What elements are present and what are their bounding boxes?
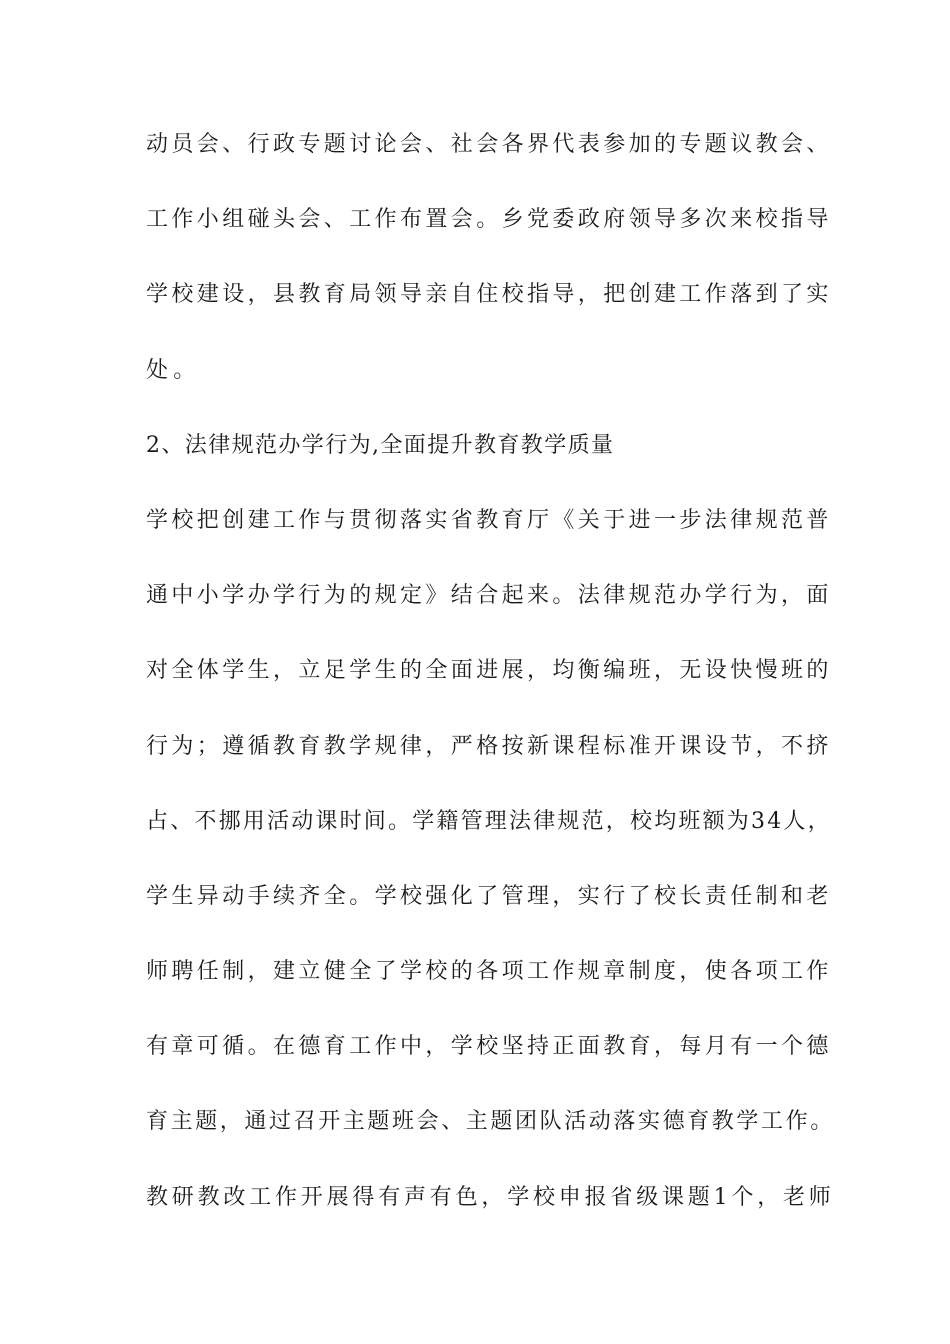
body-line: 行为；遵循教育教学规律，严格按新课程标准开课设节，不挤 [146,733,832,759]
body-line: 学校建设，县教育局领导亲自住校指导，把创建工作落到了实 [146,282,832,308]
body-line: 通中小学办学行为的规定》结合起来。法律规范办学行为，面 [146,583,832,609]
body-line: 师聘任制，建立健全了学校的各项工作规章制度，使各项工作 [146,959,832,985]
body-line: 动员会、行政专题讨论会、社会各界代表参加的专题议教会、 [146,132,832,157]
body-line: 学校把创建工作与贯彻落实省教育厅《关于进一步法律规范普 [146,507,832,533]
section-heading: 2、法律规范办学行为,全面提升教育教学质量 [146,432,615,458]
body-line: 育主题，通过召开主题班会、主题团队活动落实德育教学工作。 [146,1109,835,1135]
body-line: 有章可循。在德育工作中，学校坚持正面教育，每月有一个德 [146,1034,832,1060]
body-line: 工作小组碰头会、工作布置会。乡党委政府领导多次来校指导 [146,207,832,233]
body-line: 对全体学生，立足学生的全面进展，均衡编班，无设快慢班的 [146,658,832,684]
body-line: 学生异动手续齐全。学校强化了管理，实行了校长责任制和老 [146,883,832,909]
document-body [146,127,835,1255]
body-line: 教研教改工作开展得有声有色，学校申报省级课题1个，老师 [146,1184,835,1210]
body-line: 占、不挪用活动课时间。学籍管理法律规范，校均班额为34人， [146,808,832,834]
body-line: 处。 [146,357,201,383]
